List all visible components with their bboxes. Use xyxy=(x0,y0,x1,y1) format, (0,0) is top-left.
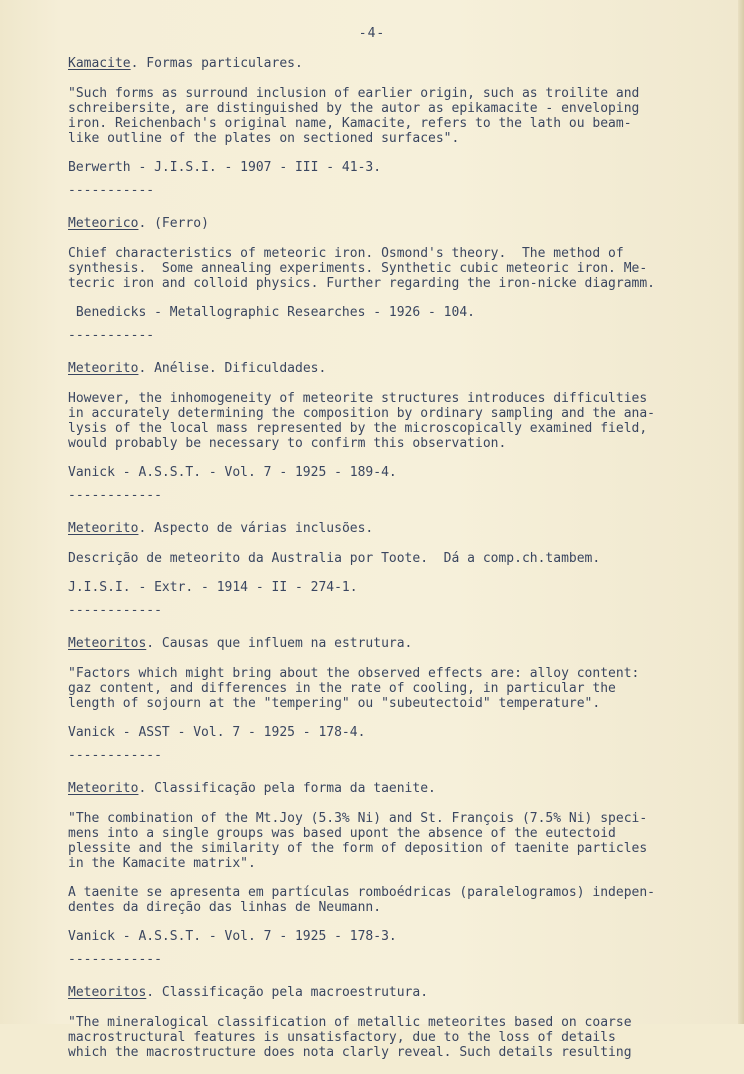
entry-subtitle: . Anélise. Dificuldades. xyxy=(138,361,327,376)
document-body xyxy=(68,56,728,1074)
entry-heading xyxy=(68,985,728,1000)
entry-heading xyxy=(68,361,728,376)
entry-subtitle: . Aspecto de várias inclusões. xyxy=(138,521,374,536)
entry-subtitle: . Classificação pela forma da taenite. xyxy=(138,781,436,796)
entry-keyword: Meteoritos xyxy=(68,985,147,1000)
entry-heading xyxy=(68,781,728,796)
entry-separator: ----------- xyxy=(68,328,155,343)
entry-subtitle: . (Ferro) xyxy=(138,216,209,231)
entry-separator: ------------ xyxy=(68,952,162,967)
entry-reference: Vanick - ASST - Vol. 7 - 1925 - 178-4. xyxy=(68,725,366,740)
entry-keyword: Meteorito xyxy=(68,781,139,796)
entry-meteorito-analise xyxy=(68,361,728,503)
entry-text: "The mineralogical classification of metallic meteorites based on coarse macrostructural features is unsatisfactory, due to the loss of details which the macrostructure does nota clarly reveal. Such details resulting xyxy=(68,1015,632,1060)
entry-separator: ------------ xyxy=(68,488,162,503)
entry-separator: ------------ xyxy=(68,603,162,618)
entry-text: Chief characteristics of meteoric iron. Osmond's theory. The method of synthesis. Some annealing experiments. Synthetic cubic meteoric iron. Me- tecric iron and colloid physics. Further regarding the iron-nicke diagramm. xyxy=(68,246,655,291)
entry-heading xyxy=(68,216,728,231)
page-edge xyxy=(738,0,744,1024)
entry-heading xyxy=(68,521,728,536)
entry-keyword: Kamacite xyxy=(68,56,131,71)
entry-keyword: Meteorico xyxy=(68,216,139,231)
entry-reference: Berwerth - J.I.S.I. - 1907 - III - 41-3. xyxy=(68,160,382,175)
entry-heading xyxy=(68,636,728,651)
entry-separator: ------------ xyxy=(68,748,162,763)
entry-keyword: Meteoritos xyxy=(68,636,147,651)
entry-reference: Vanick - A.S.S.T. - Vol. 7 - 1925 - 189-4. xyxy=(68,465,397,480)
entry-meteorito-taenite xyxy=(68,781,728,967)
entry-separator: ----------- xyxy=(68,183,155,198)
entry-reference: Benedicks - Metallographic Researches - 1926 - 104. xyxy=(68,305,475,320)
entry-meteoritos-macroestrutura xyxy=(68,985,728,1060)
entry-text: However, the inhomogeneity of meteorite structures introduces difficulties in accurately determining the composition by ordinary sampling and the ana- lysis of the local mass represented by the microscopically examined field, would probably be necessary to confirm this observation. xyxy=(68,391,655,451)
entry-kamacite xyxy=(68,56,728,198)
entry-meteorito-inclusoes xyxy=(68,521,728,618)
entry-subtitle: . Formas particulares. xyxy=(130,56,303,71)
entry-text: "Factors which might bring about the observed effects are: alloy content: gaz content, and differences in the rate of cooling, in particular the length of sojourn at the "tempering" ou "subeutectoid" temperature". xyxy=(68,666,640,711)
entry-text-secondary: A taenite se apresenta em partículas romboédricas (paralelogramos) indepen- dentes da direção das linhas de Neumann. xyxy=(68,885,655,915)
entry-reference: Vanick - A.S.S.T. - Vol. 7 - 1925 - 178-3. xyxy=(68,929,397,944)
entry-subtitle: . Causas que influem na estrutura. xyxy=(146,636,413,651)
entry-heading xyxy=(68,56,728,71)
page-number: -4- xyxy=(358,26,386,41)
entry-meteorico xyxy=(68,216,728,343)
entry-text: "The combination of the Mt.Joy (5.3% Ni) and St. François (7.5% Ni) speci- mens into a single groups was based upont the absence of the eutectoid plessite and the similarity of the form of deposition of taenite particles in the Kamacite matrix". xyxy=(68,811,648,871)
entry-subtitle: . Classificação pela macroestrutura. xyxy=(146,985,429,1000)
entry-text: Descrição de meteorito da Australia por Toote. Dá a comp.ch.tambem. xyxy=(68,551,601,566)
entry-reference: J.I.S.I. - Extr. - 1914 - II - 274-1. xyxy=(68,580,358,595)
entry-keyword: Meteorito xyxy=(68,361,139,376)
entry-text: "Such forms as surround inclusion of earlier origin, such as troilite and schreibersite, are distinguished by the autor as epikamacite - enveloping iron. Reichenbach's original name, Kamacite, refers to the lath ou beam- like outline of the plates on sectioned surfaces". xyxy=(68,86,640,146)
entry-meteoritos-causas xyxy=(68,636,728,763)
entry-keyword: Meteorito xyxy=(68,521,139,536)
